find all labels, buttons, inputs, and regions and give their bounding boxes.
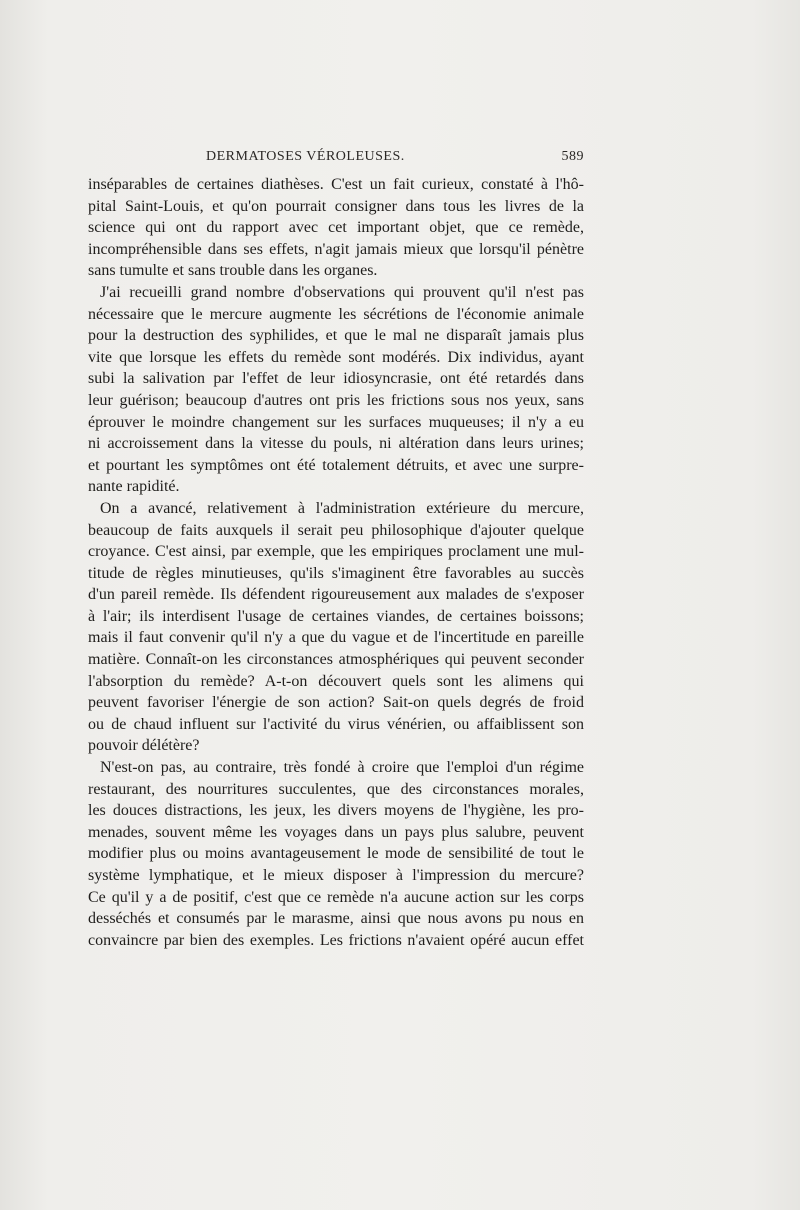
text-line: desséchés et consumés par le marasme, ainsi que nous avons pu nous en xyxy=(88,910,584,928)
text-line: titude de règles minutieuses, qu'ils s'imaginent être favorables au succès xyxy=(88,564,584,582)
text-line: et pourtant les symptômes ont été totalement détruits, et avec une surpre- xyxy=(88,456,584,474)
text-line: l'absorption du remède? A-t-on découvert quels sont les alimens qui xyxy=(88,672,584,690)
text-line: pital Saint-Louis, et qu'on pourrait consigner dans tous les livres de la xyxy=(88,197,584,215)
text-line: On a avancé, relativement à l'administration extérieure du mercure, xyxy=(100,499,584,517)
text-line: les douces distractions, les jeux, les divers moyens de l'hygiène, les pro- xyxy=(88,802,584,820)
text-line: ou de chaud influent sur l'activité du virus vénérien, ou affaiblissent son xyxy=(88,715,584,733)
text-line: pour la destruction des syphilides, et que le mal ne disparaît jamais plus xyxy=(88,327,584,345)
text-line: science qui ont du rapport avec cet important objet, que ce remède, xyxy=(88,219,584,237)
text-line: vite que lorsque les effets du remède sont modérés. Dix individus, ayant xyxy=(88,348,584,366)
paragraph-1 xyxy=(88,174,584,282)
text-line: sans tumulte et sans trouble dans les organes. xyxy=(88,262,378,280)
text-line: croyance. C'est ainsi, par exemple, que les empiriques proclament une mul- xyxy=(88,543,584,561)
text-line: Ce qu'il y a de positif, c'est que ce remède n'a aucune action sur les corps xyxy=(88,888,584,906)
text-line: N'est-on pas, au contraire, très fondé à croire que l'emploi d'un régime xyxy=(100,759,584,777)
text-line: menades, souvent même les voyages dans un pays plus salubre, peuvent xyxy=(88,823,584,841)
page-number: 589 xyxy=(561,149,584,164)
text-line: nante rapidité. xyxy=(88,478,180,496)
text-line: éprouver le moindre changement sur les surfaces muqueuses; il n'y a eu xyxy=(88,413,584,431)
text-line: système lymphatique, et le mieux disposer à l'impression du mercure? xyxy=(88,867,584,884)
text-line: leur guérison; beaucoup d'autres ont pris les frictions sous nos yeux, sans xyxy=(88,391,584,409)
paragraph-4 xyxy=(88,757,584,951)
text-line: J'ai recueilli grand nombre d'observations qui prouvent qu'il n'est pas xyxy=(100,283,584,301)
text-line: matière. Connaît-on les circonstances atmosphériques qui peuvent seconder xyxy=(88,651,584,669)
text-line: d'un pareil remède. Ils défendent rigoureusement aux malades de s'exposer xyxy=(88,586,584,604)
body-text xyxy=(88,174,584,951)
text-line: modifier plus ou moins avantageusement le mode de sensibilité de tout le xyxy=(88,845,584,863)
paragraph-2 xyxy=(88,282,584,498)
text-line: nécessaire que le mercure augmente les sécrétions de l'économie animale xyxy=(88,305,584,323)
text-line: restaurant, des nourritures succulentes, que des circonstances morales, xyxy=(88,780,584,798)
text-line: convaincre par bien des exemples. Les frictions n'avaient opéré aucun effet xyxy=(88,931,584,949)
text-line: peuvent favoriser l'énergie de son action? Sait-on quels degrés de froid xyxy=(88,694,584,712)
running-head xyxy=(88,149,584,169)
text-line: subi la salivation par l'effet de leur idiosyncrasie, ont été retardés dans xyxy=(88,370,584,388)
text-line: inséparables de certaines diathèses. C'est un fait curieux, constaté à l'hô- xyxy=(88,176,584,193)
text-line: pouvoir délétère? xyxy=(88,737,200,755)
text-line: ni accroissement dans la vitesse du pouls, ni altération dans leurs urines; xyxy=(88,435,584,453)
paragraph-3 xyxy=(88,498,584,757)
text-line: mais il faut convenir qu'il n'y a que du vague et de l'incertitude en pareille xyxy=(88,629,584,647)
text-line: beaucoup de faits auxquels il serait peu philosophique d'ajouter quelque xyxy=(88,521,584,539)
text-line: incompréhensible dans ses effets, n'agit jamais mieux que lorsqu'il pénètre xyxy=(88,240,584,258)
text-line: à l'air; ils interdisent l'usage de certaines viandes, de certaines boissons; xyxy=(88,607,584,625)
running-title: DERMATOSES VÉROLEUSES. xyxy=(206,149,405,164)
